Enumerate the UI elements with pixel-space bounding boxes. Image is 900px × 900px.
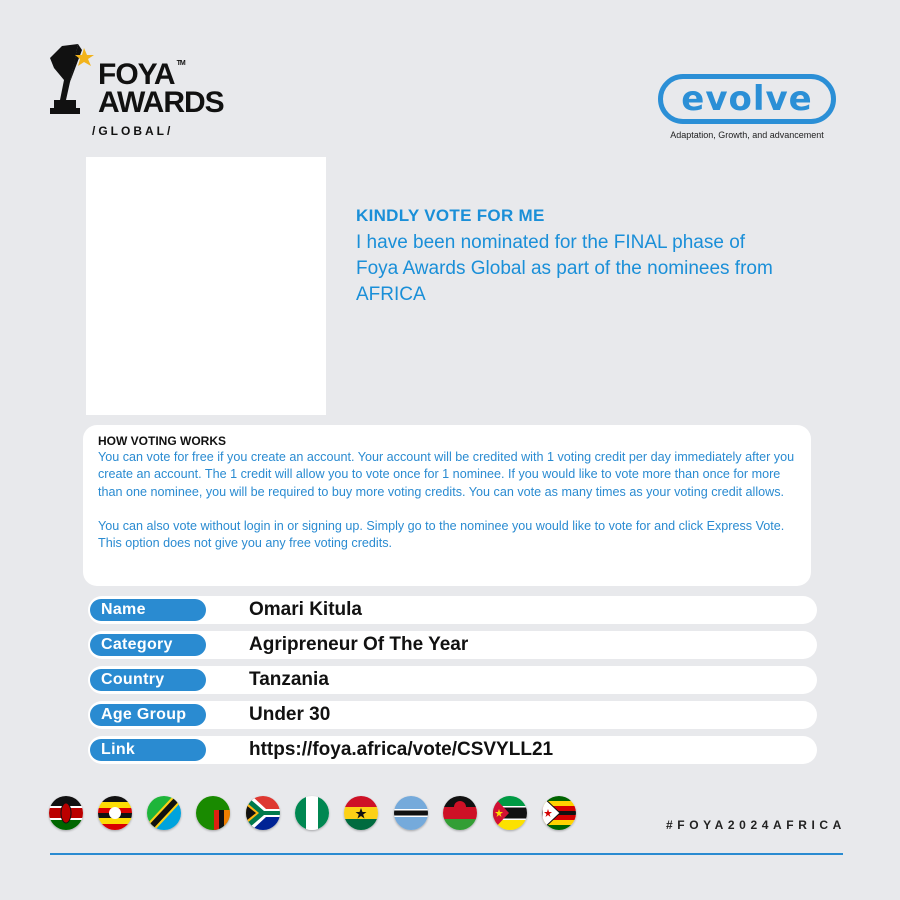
info-value: Tanzania <box>249 669 329 690</box>
info-value: Agripreneur Of The Year <box>249 634 469 655</box>
vote-body: I have been nominated for the FINAL phase of Foya Awards Global as part of the nominees from AFRICA <box>356 232 773 305</box>
voting-title: HOW VOTING WORKS <box>98 434 226 448</box>
how-voting-works-card <box>83 425 811 586</box>
foya-wordmark-line2: AWARDS <box>98 86 224 119</box>
info-label: Country <box>90 669 206 691</box>
uganda-flag-icon <box>98 796 132 830</box>
evolve-wordmark: evolve <box>658 74 836 124</box>
kenya-flag-icon <box>49 796 83 830</box>
info-row-age-group <box>88 701 817 729</box>
vote-message <box>356 206 776 308</box>
hashtag: #FOYA2024AFRICA <box>666 818 846 832</box>
zambia-flag-icon <box>196 796 230 830</box>
ghana-flag-icon <box>344 796 378 830</box>
malawi-flag-icon <box>443 796 477 830</box>
voting-paragraph-2: You can also vote without login in or signing up. Simply go to the nominee you would like to vote for and click Express Vote. This option does not give you any free voting credits. <box>98 518 785 551</box>
foya-wordmark-line1: FOYA <box>98 58 175 91</box>
divider <box>50 853 843 855</box>
foya-awards-logo <box>48 42 224 142</box>
evolve-tagline: Adaptation, Growth, and advancement <box>670 130 824 140</box>
info-value: Omari Kitula <box>249 599 362 620</box>
vote-link[interactable]: https://foya.africa/vote/CSVYLL21 <box>249 739 554 760</box>
info-label: Category <box>90 634 206 656</box>
botswana-flag-icon <box>394 796 428 830</box>
info-label: Age Group <box>90 704 206 726</box>
info-row-category <box>88 631 817 659</box>
south-africa-flag-icon <box>246 796 280 830</box>
vote-heading: KINDLY VOTE FOR ME <box>356 206 545 225</box>
tanzania-flag-icon <box>147 796 181 830</box>
info-label: Name <box>90 599 206 621</box>
nigeria-flag-icon <box>295 796 329 830</box>
voting-paragraph-1: You can vote for free if you create an account. Your account will be credited with 1 voting credit per day immediately after you create an account. The 1 credit will allow you to vote once for 1 nominee. If you would like to vote more than once for more than one nominee, you will be required to buy more voting credits. You can vote as many times as your voting credit allows. <box>98 450 795 499</box>
evolve-logo <box>652 72 842 144</box>
nominee-photo <box>86 157 326 415</box>
zimbabwe-flag-icon <box>542 796 576 830</box>
mozambique-flag-icon <box>493 796 527 830</box>
info-value: Under 30 <box>249 704 331 725</box>
info-row-link <box>88 736 817 764</box>
info-row-country <box>88 666 817 694</box>
trophy-icon <box>48 42 98 122</box>
info-label: Link <box>90 739 206 761</box>
trademark-mark: TM <box>176 60 185 67</box>
foya-global-label: /GLOBAL/ <box>92 124 174 138</box>
info-row-name <box>88 596 817 624</box>
